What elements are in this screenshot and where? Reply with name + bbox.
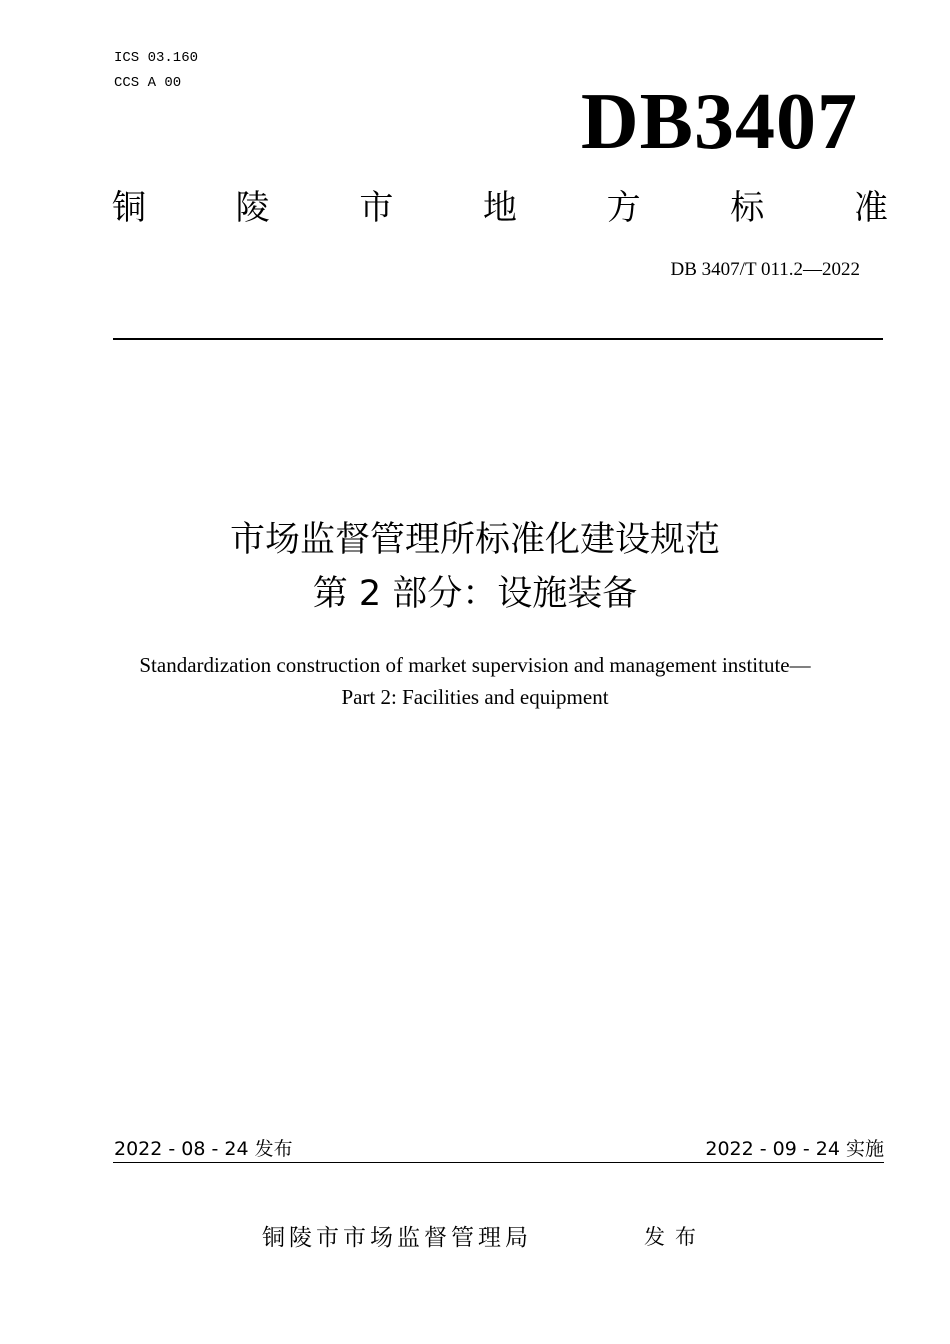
title-chinese-line-2: 第 2 部分：设施装备 (312, 574, 638, 614)
local-standard-char: 准 (853, 188, 888, 228)
publisher-name: 铜陵市市场监督管理局 (262, 1225, 532, 1251)
implementation-date: 2022 - 09 - 24 实施 (705, 1138, 884, 1160)
standard-number: DB 3407/T 011.2—2022 (670, 259, 860, 280)
local-standard-char: 陵 (235, 188, 270, 228)
local-standard-char: 铜 (112, 188, 146, 228)
local-standard-char: 方 (606, 188, 641, 228)
ccs-code: CCS A 00 (114, 75, 182, 91)
header-divider (113, 338, 883, 340)
standard-code-mark: DB3407 (580, 78, 858, 166)
title-chinese-line-1: 市场监督管理所标准化建设规范 (229, 520, 720, 560)
local-standard-char: 市 (359, 188, 394, 228)
footer-divider (113, 1162, 884, 1163)
issue-date: 2022 - 08 - 24 发布 (114, 1138, 293, 1160)
local-standard-char: 标 (730, 188, 765, 228)
ics-code: ICS 03.160 (114, 50, 199, 66)
title-english-line-1: Standardization construction of market supervision and management institute— (139, 653, 811, 677)
local-standard-heading (112, 186, 888, 230)
publish-label: 发布 (644, 1225, 706, 1249)
local-standard-char: 地 (482, 188, 517, 228)
title-english-line-2: Part 2: Facilities and equipment (341, 685, 609, 709)
